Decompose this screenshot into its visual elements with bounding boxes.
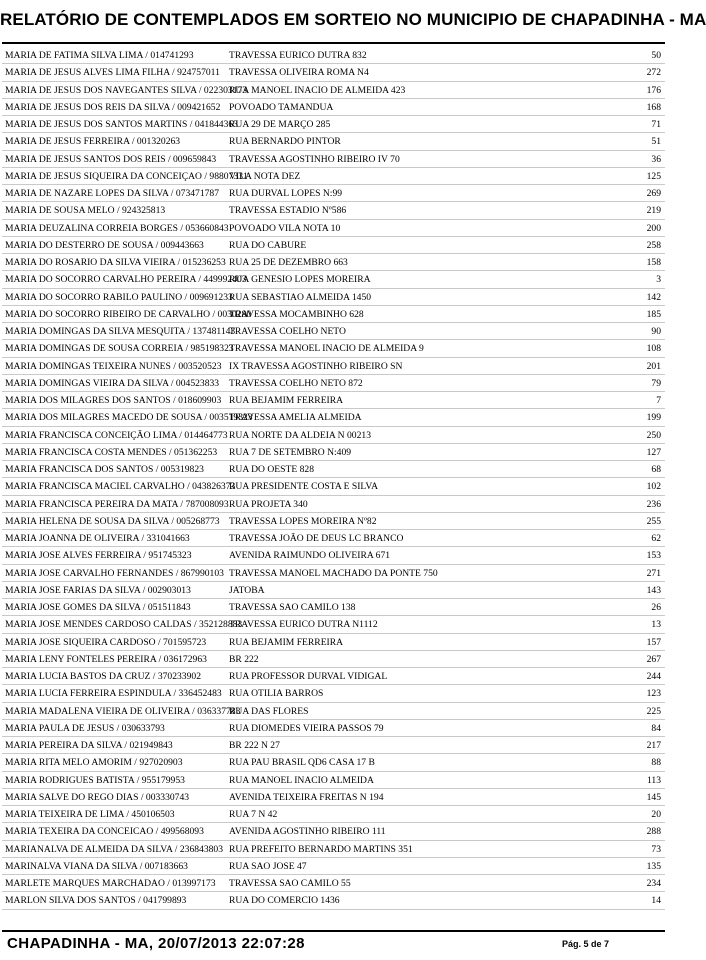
list-item xyxy=(2,340,665,357)
draw-number: 36 xyxy=(651,153,661,165)
beneficiary-address: RUA NORTE DA ALDEIA N 00213 xyxy=(229,429,371,441)
list-item xyxy=(2,461,665,478)
list-item xyxy=(2,220,665,237)
beneficiary-name: MARIA DE FATIMA SILVA LIMA / 014741293 xyxy=(5,50,194,61)
contemplados-list xyxy=(2,47,665,910)
beneficiary-address: TRAVESSA AGOSTINHO RIBEIRO IV 70 xyxy=(229,153,400,165)
draw-number: 14 xyxy=(651,895,661,907)
beneficiary-name: MARIA DO SOCORRO RIBEIRO DE CARVALHO / 0030280 xyxy=(5,308,252,320)
list-item xyxy=(2,444,665,461)
beneficiary-address: RUA GENESIO LOPES MOREIRA xyxy=(229,274,371,286)
footer-location-date: CHAPADINHA - MA, 20/07/2013 22:07:28 xyxy=(7,935,305,952)
draw-number: 88 xyxy=(651,757,661,769)
list-item xyxy=(2,737,665,754)
beneficiary-address: BR 222 xyxy=(229,653,259,665)
list-item xyxy=(2,841,665,858)
beneficiary-address: RUA 7 N 42 xyxy=(229,809,278,820)
list-item xyxy=(2,858,665,875)
beneficiary-name: MARIA FRANCISCA PEREIRA DA MATA / 787008093 xyxy=(5,498,229,510)
beneficiary-name: MARIA FRANCISCA MACIEL CARVALHO / 043826373 xyxy=(5,481,236,493)
draw-number: 217 xyxy=(646,740,661,751)
beneficiary-name: MARIA MADALENA VIEIRA DE OLIVEIRA / 036337783 xyxy=(5,705,241,717)
beneficiary-address: IX TRAVESSA AGOSTINHO RIBEIRO SN xyxy=(229,360,403,372)
beneficiary-name: MARIANALVA DE ALMEIDA DA SILVA / 236843803 xyxy=(5,843,224,855)
beneficiary-address: JATOBA xyxy=(229,584,265,596)
list-item xyxy=(2,634,665,651)
list-item xyxy=(2,99,665,116)
list-item xyxy=(2,237,665,254)
draw-number: 158 xyxy=(646,257,661,268)
beneficiary-address: AVENIDA TEIXEIRA FREITAS N 194 xyxy=(229,791,384,803)
beneficiary-address: RUA DIOMEDES VIEIRA PASSOS 79 xyxy=(229,722,384,734)
list-item xyxy=(2,651,665,668)
beneficiary-address: TRAVESSA LOPES MOREIRA Nº82 xyxy=(229,515,377,527)
draw-number: 234 xyxy=(646,878,661,889)
list-item xyxy=(2,427,665,444)
beneficiary-name: MARIA DO SOCORRO RABILO PAULINO / 009691233 xyxy=(5,291,233,303)
beneficiary-name: MARIA DOMINGAS DA SILVA MESQUITA / 137481143 xyxy=(5,326,236,337)
beneficiary-address: RUA MANOEL INACIO ALMEIDA xyxy=(229,774,374,786)
beneficiary-name: MARIA DOS MILAGRES MACEDO DE SOUSA / 003519323 xyxy=(5,412,253,424)
draw-number: 244 xyxy=(646,671,661,682)
list-item xyxy=(2,823,665,840)
beneficiary-address: RUA OTILIA BARROS xyxy=(229,688,324,700)
list-item xyxy=(2,289,665,306)
draw-number: 201 xyxy=(646,360,661,372)
beneficiary-address: TRAVESSA ESTADIO Nº586 xyxy=(229,205,347,217)
beneficiary-name: MARIA JOSE ALVES FERREIRA / 951745323 xyxy=(5,550,192,562)
beneficiary-address: RUA SAO JOSE 47 xyxy=(229,860,307,872)
list-item xyxy=(2,892,665,909)
draw-number: 272 xyxy=(646,67,661,79)
list-item xyxy=(2,168,665,185)
list-item xyxy=(2,254,665,271)
beneficiary-address: RUA DO OESTE 828 xyxy=(229,464,315,475)
draw-number: 127 xyxy=(646,446,661,458)
page-number: Pág. 5 de 7 xyxy=(561,939,609,949)
beneficiary-name: MARIA DO DESTERRO DE SOUSA / 009443663 xyxy=(5,239,204,251)
beneficiary-address: RUA BEJAMIM FERREIRA xyxy=(229,636,344,648)
draw-number: 50 xyxy=(651,50,661,61)
beneficiary-name: MARIA DEUZALINA CORREIA BORGES / 053660843 xyxy=(5,222,229,234)
draw-number: 168 xyxy=(646,101,661,113)
beneficiary-name: MARLON SILVA DOS SANTOS / 041799893 xyxy=(5,895,187,907)
beneficiary-address: RUA DO CABURE xyxy=(229,239,307,251)
beneficiary-name: MARIA LUCIA FERREIRA ESPINDULA / 336452483 xyxy=(5,688,222,700)
beneficiary-name: MARIA DE JESUS FERREIRA / 001320263 xyxy=(5,136,181,148)
draw-number: 26 xyxy=(651,602,661,613)
title-divider xyxy=(2,42,665,44)
list-item xyxy=(2,547,665,564)
footer-divider xyxy=(2,930,665,932)
beneficiary-name: MARIA DO ROSARIO DA SILVA VIEIRA / 015236253 xyxy=(5,257,226,268)
draw-number: 79 xyxy=(651,377,661,389)
draw-number: 200 xyxy=(646,222,661,234)
list-item xyxy=(2,271,665,288)
beneficiary-name: MARIA JOSE GOMES DA SILVA / 051511843 xyxy=(5,602,191,613)
beneficiary-address: RUA DAS FLORES xyxy=(229,705,309,717)
beneficiary-address: RUA BEJAMIM FERREIRA xyxy=(229,395,344,406)
draw-number: 145 xyxy=(646,791,661,803)
draw-number: 113 xyxy=(646,774,661,786)
draw-number: 123 xyxy=(646,688,661,700)
list-item xyxy=(2,720,665,737)
beneficiary-name: MARIA FRANCISCA CONCEIÇÃO LIMA / 014464773 xyxy=(5,429,228,441)
beneficiary-name: MARIA DE SOUSA MELO / 924325813 xyxy=(5,205,166,217)
beneficiary-name: MARIA FRANCISCA DOS SANTOS / 005319823 xyxy=(5,464,204,475)
draw-number: 125 xyxy=(646,170,661,182)
draw-number: 236 xyxy=(646,498,661,510)
list-item xyxy=(2,530,665,547)
draw-number: 176 xyxy=(646,84,661,96)
beneficiary-address: TRAVESSA SAO CAMILO 55 xyxy=(229,878,351,889)
list-item xyxy=(2,306,665,323)
list-item xyxy=(2,668,665,685)
beneficiary-address: RUA DURVAL LOPES N:99 xyxy=(229,188,343,199)
beneficiary-name: MARIA TEXEIRA DA CONCEICAO / 499568093 xyxy=(5,826,204,838)
list-item xyxy=(2,185,665,202)
draw-number: 219 xyxy=(646,205,661,217)
beneficiary-address: TRAVESSA EURICO DUTRA N1112 xyxy=(229,619,378,631)
beneficiary-address: POVOADO VILA NOTA 10 xyxy=(229,222,341,234)
beneficiary-address: RUA 29 DE MARÇO 285 xyxy=(229,119,331,130)
beneficiary-address: TRAVESSA JOÃO DE DEUS LC BRANCO xyxy=(229,533,404,544)
list-item xyxy=(2,772,665,789)
beneficiary-name: MARIA PAULA DE JESUS / 030633793 xyxy=(5,722,165,734)
beneficiary-name: MARIA JOSE CARVALHO FERNANDES / 867990103 xyxy=(5,567,224,579)
draw-number: 269 xyxy=(646,188,661,199)
draw-number: 153 xyxy=(646,550,661,562)
list-item xyxy=(2,202,665,219)
beneficiary-name: MARIA HELENA DE SOUSA DA SILVA / 005268773 xyxy=(5,515,220,527)
list-item xyxy=(2,82,665,99)
beneficiary-address: AVENIDA RAIMUNDO OLIVEIRA 671 xyxy=(229,550,391,562)
beneficiary-name: MARIA DE JESUS DOS REIS DA SILVA / 009421652 xyxy=(5,101,221,113)
beneficiary-address: TRAVESSA MANOEL MACHADO DA PONTE 750 xyxy=(229,567,438,579)
draw-number: 73 xyxy=(651,843,661,855)
list-item xyxy=(2,565,665,582)
list-item xyxy=(2,116,665,133)
beneficiary-name: MARIA JOANNA DE OLIVEIRA / 331041663 xyxy=(5,533,190,544)
list-item xyxy=(2,599,665,616)
beneficiary-address: TRAVESSA SAO CAMILO 138 xyxy=(229,602,356,613)
list-item xyxy=(2,133,665,150)
draw-number: 255 xyxy=(646,515,661,527)
list-item xyxy=(2,496,665,513)
list-item xyxy=(2,47,665,64)
beneficiary-name: MARIA DE JESUS ALVES LIMA FILHA / 924757011 xyxy=(5,67,220,79)
beneficiary-address: TRAVESSA MOCAMBINHO 628 xyxy=(229,308,364,320)
beneficiary-name: MARIA SALVE DO REGO DIAS / 003330743 xyxy=(5,791,190,803)
draw-number: 20 xyxy=(651,809,661,820)
beneficiary-name: MARINALVA VIANA DA SILVA / 007183663 xyxy=(5,860,188,872)
beneficiary-address: TRAVESSA EURICO DUTRA 832 xyxy=(229,50,367,61)
draw-number: 13 xyxy=(651,619,661,631)
beneficiary-name: MARIA DE JESUS SIQUEIRA DA CONCEIÇAO / 98807331 xyxy=(5,170,248,182)
beneficiary-address: RUA SEBASTIAO ALMEIDA 1450 xyxy=(229,291,372,303)
list-item xyxy=(2,685,665,702)
draw-number: 102 xyxy=(646,481,661,493)
beneficiary-address: VILA NOTA DEZ xyxy=(229,170,301,182)
list-item xyxy=(2,392,665,409)
draw-number: 71 xyxy=(651,119,661,130)
list-item xyxy=(2,358,665,375)
beneficiary-name: MARIA LENY FONTELES PEREIRA / 036172963 xyxy=(5,653,207,665)
draw-number: 135 xyxy=(646,860,661,872)
draw-number: 3 xyxy=(656,274,661,286)
beneficiary-address: TRAVESSA COELHO NETO xyxy=(229,326,346,337)
list-item xyxy=(2,703,665,720)
list-item xyxy=(2,323,665,340)
draw-number: 51 xyxy=(651,136,661,148)
beneficiary-name: MARIA DE JESUS DOS SANTOS MARTINS / 041844363 xyxy=(5,119,238,130)
beneficiary-address: RUA 25 DE DEZEMBRO 663 xyxy=(229,257,348,268)
beneficiary-address: AVENIDA AGOSTINHO RIBEIRO 111 xyxy=(229,826,386,838)
beneficiary-name: MARIA JOSE SIQUEIRA CARDOSO / 701595723 xyxy=(5,636,207,648)
beneficiary-address: POVOADO TAMANDUA xyxy=(229,101,334,113)
beneficiary-name: MARIA DOS MILAGRES DOS SANTOS / 018609903 xyxy=(5,395,222,406)
beneficiary-name: MARIA JOSE MENDES CARDOSO CALDAS / 352128883 xyxy=(5,619,243,631)
beneficiary-address: TRAVESSA MANOEL INACIO DE ALMEIDA 9 xyxy=(229,343,424,355)
draw-number: 185 xyxy=(646,308,661,320)
list-item xyxy=(2,806,665,823)
beneficiary-name: MARIA RITA MELO AMORIM / 927020903 xyxy=(5,757,183,769)
list-item xyxy=(2,151,665,168)
draw-number: 84 xyxy=(651,722,661,734)
beneficiary-name: MARIA JOSE FARIAS DA SILVA / 002903013 xyxy=(5,584,191,596)
beneficiary-name: MARIA DE NAZARE LOPES DA SILVA / 073471787 xyxy=(5,188,220,199)
draw-number: 157 xyxy=(646,636,661,648)
list-item xyxy=(2,754,665,771)
beneficiary-name: MARIA LUCIA BASTOS DA CRUZ / 370233902 xyxy=(5,671,201,682)
draw-number: 225 xyxy=(646,705,661,717)
draw-number: 267 xyxy=(646,653,661,665)
beneficiary-name: MARIA RODRIGUES BATISTA / 955179953 xyxy=(5,774,185,786)
draw-number: 271 xyxy=(646,567,661,579)
beneficiary-address: TRAVESSA OLIVEIRA ROMA N4 xyxy=(229,67,369,79)
beneficiary-address: TRAVESSA AMELIA ALMEIDA xyxy=(229,412,362,424)
beneficiary-name: MARIA DO SOCORRO CARVALHO PEREIRA / 449992403 xyxy=(5,274,247,286)
beneficiary-name: MARLETE MARQUES MARCHADAO / 013997173 xyxy=(5,878,216,889)
page-title: RELATÓRIO DE CONTEMPLADOS EM SORTEIO NO MUNICIPIO DE CHAPADINHA - MA xyxy=(0,10,706,29)
draw-number: 143 xyxy=(646,584,661,596)
beneficiary-address: RUA 7 DE SETEMBRO N:409 xyxy=(229,446,352,458)
beneficiary-name: MARIA DOMINGAS DE SOUSA CORREIA / 985198323 xyxy=(5,343,234,355)
draw-number: 250 xyxy=(646,429,661,441)
beneficiary-name: MARIA DE JESUS SANTOS DOS REIS / 009659843 xyxy=(5,153,217,165)
beneficiary-name: MARIA TEIXEIRA DE LIMA / 450106503 xyxy=(5,809,175,820)
beneficiary-address: RUA PRESIDENTE COSTA E SILVA xyxy=(229,481,379,493)
beneficiary-address: RUA BERNARDO PINTOR xyxy=(229,136,341,148)
beneficiary-name: MARIA DE JESUS DOS NAVEGANTES SILVA / 022303173 xyxy=(5,84,248,96)
list-item xyxy=(2,789,665,806)
draw-number: 258 xyxy=(646,239,661,251)
draw-number: 7 xyxy=(656,395,661,406)
draw-number: 62 xyxy=(651,533,661,544)
beneficiary-address: RUA MANOEL INACIO DE ALMEIDA 423 xyxy=(229,84,406,96)
draw-number: 288 xyxy=(646,826,661,838)
list-item xyxy=(2,64,665,81)
beneficiary-address: RUA PREFEITO BERNARDO MARTINS 351 xyxy=(229,843,413,855)
draw-number: 90 xyxy=(651,326,661,337)
draw-number: 142 xyxy=(646,291,661,303)
list-item xyxy=(2,409,665,426)
beneficiary-address: BR 222 N 27 xyxy=(229,740,280,751)
beneficiary-name: MARIA DOMINGAS VIEIRA DA SILVA / 004523833 xyxy=(5,377,220,389)
list-item xyxy=(2,513,665,530)
list-item xyxy=(2,375,665,392)
draw-number: 199 xyxy=(646,412,661,424)
draw-number: 68 xyxy=(651,464,661,475)
beneficiary-address: RUA PAU BRASIL QD6 CASA 17 B xyxy=(229,757,375,769)
beneficiary-name: MARIA PEREIRA DA SILVA / 021949843 xyxy=(5,740,173,751)
list-item xyxy=(2,875,665,892)
beneficiary-address: RUA DO COMERCIO 1436 xyxy=(229,895,340,907)
beneficiary-address: RUA PROFESSOR DURVAL VIDIGAL xyxy=(229,671,388,682)
draw-number: 108 xyxy=(646,343,661,355)
list-item xyxy=(2,616,665,633)
beneficiary-address: RUA PROJETA 340 xyxy=(229,498,308,510)
beneficiary-name: MARIA FRANCISCA COSTA MENDES / 051362253 xyxy=(5,446,218,458)
beneficiary-name: MARIA DOMINGAS TEIXEIRA NUNES / 003520523 xyxy=(5,360,222,372)
beneficiary-address: TRAVESSA COELHO NETO 872 xyxy=(229,377,363,389)
list-item xyxy=(2,582,665,599)
list-item xyxy=(2,478,665,495)
